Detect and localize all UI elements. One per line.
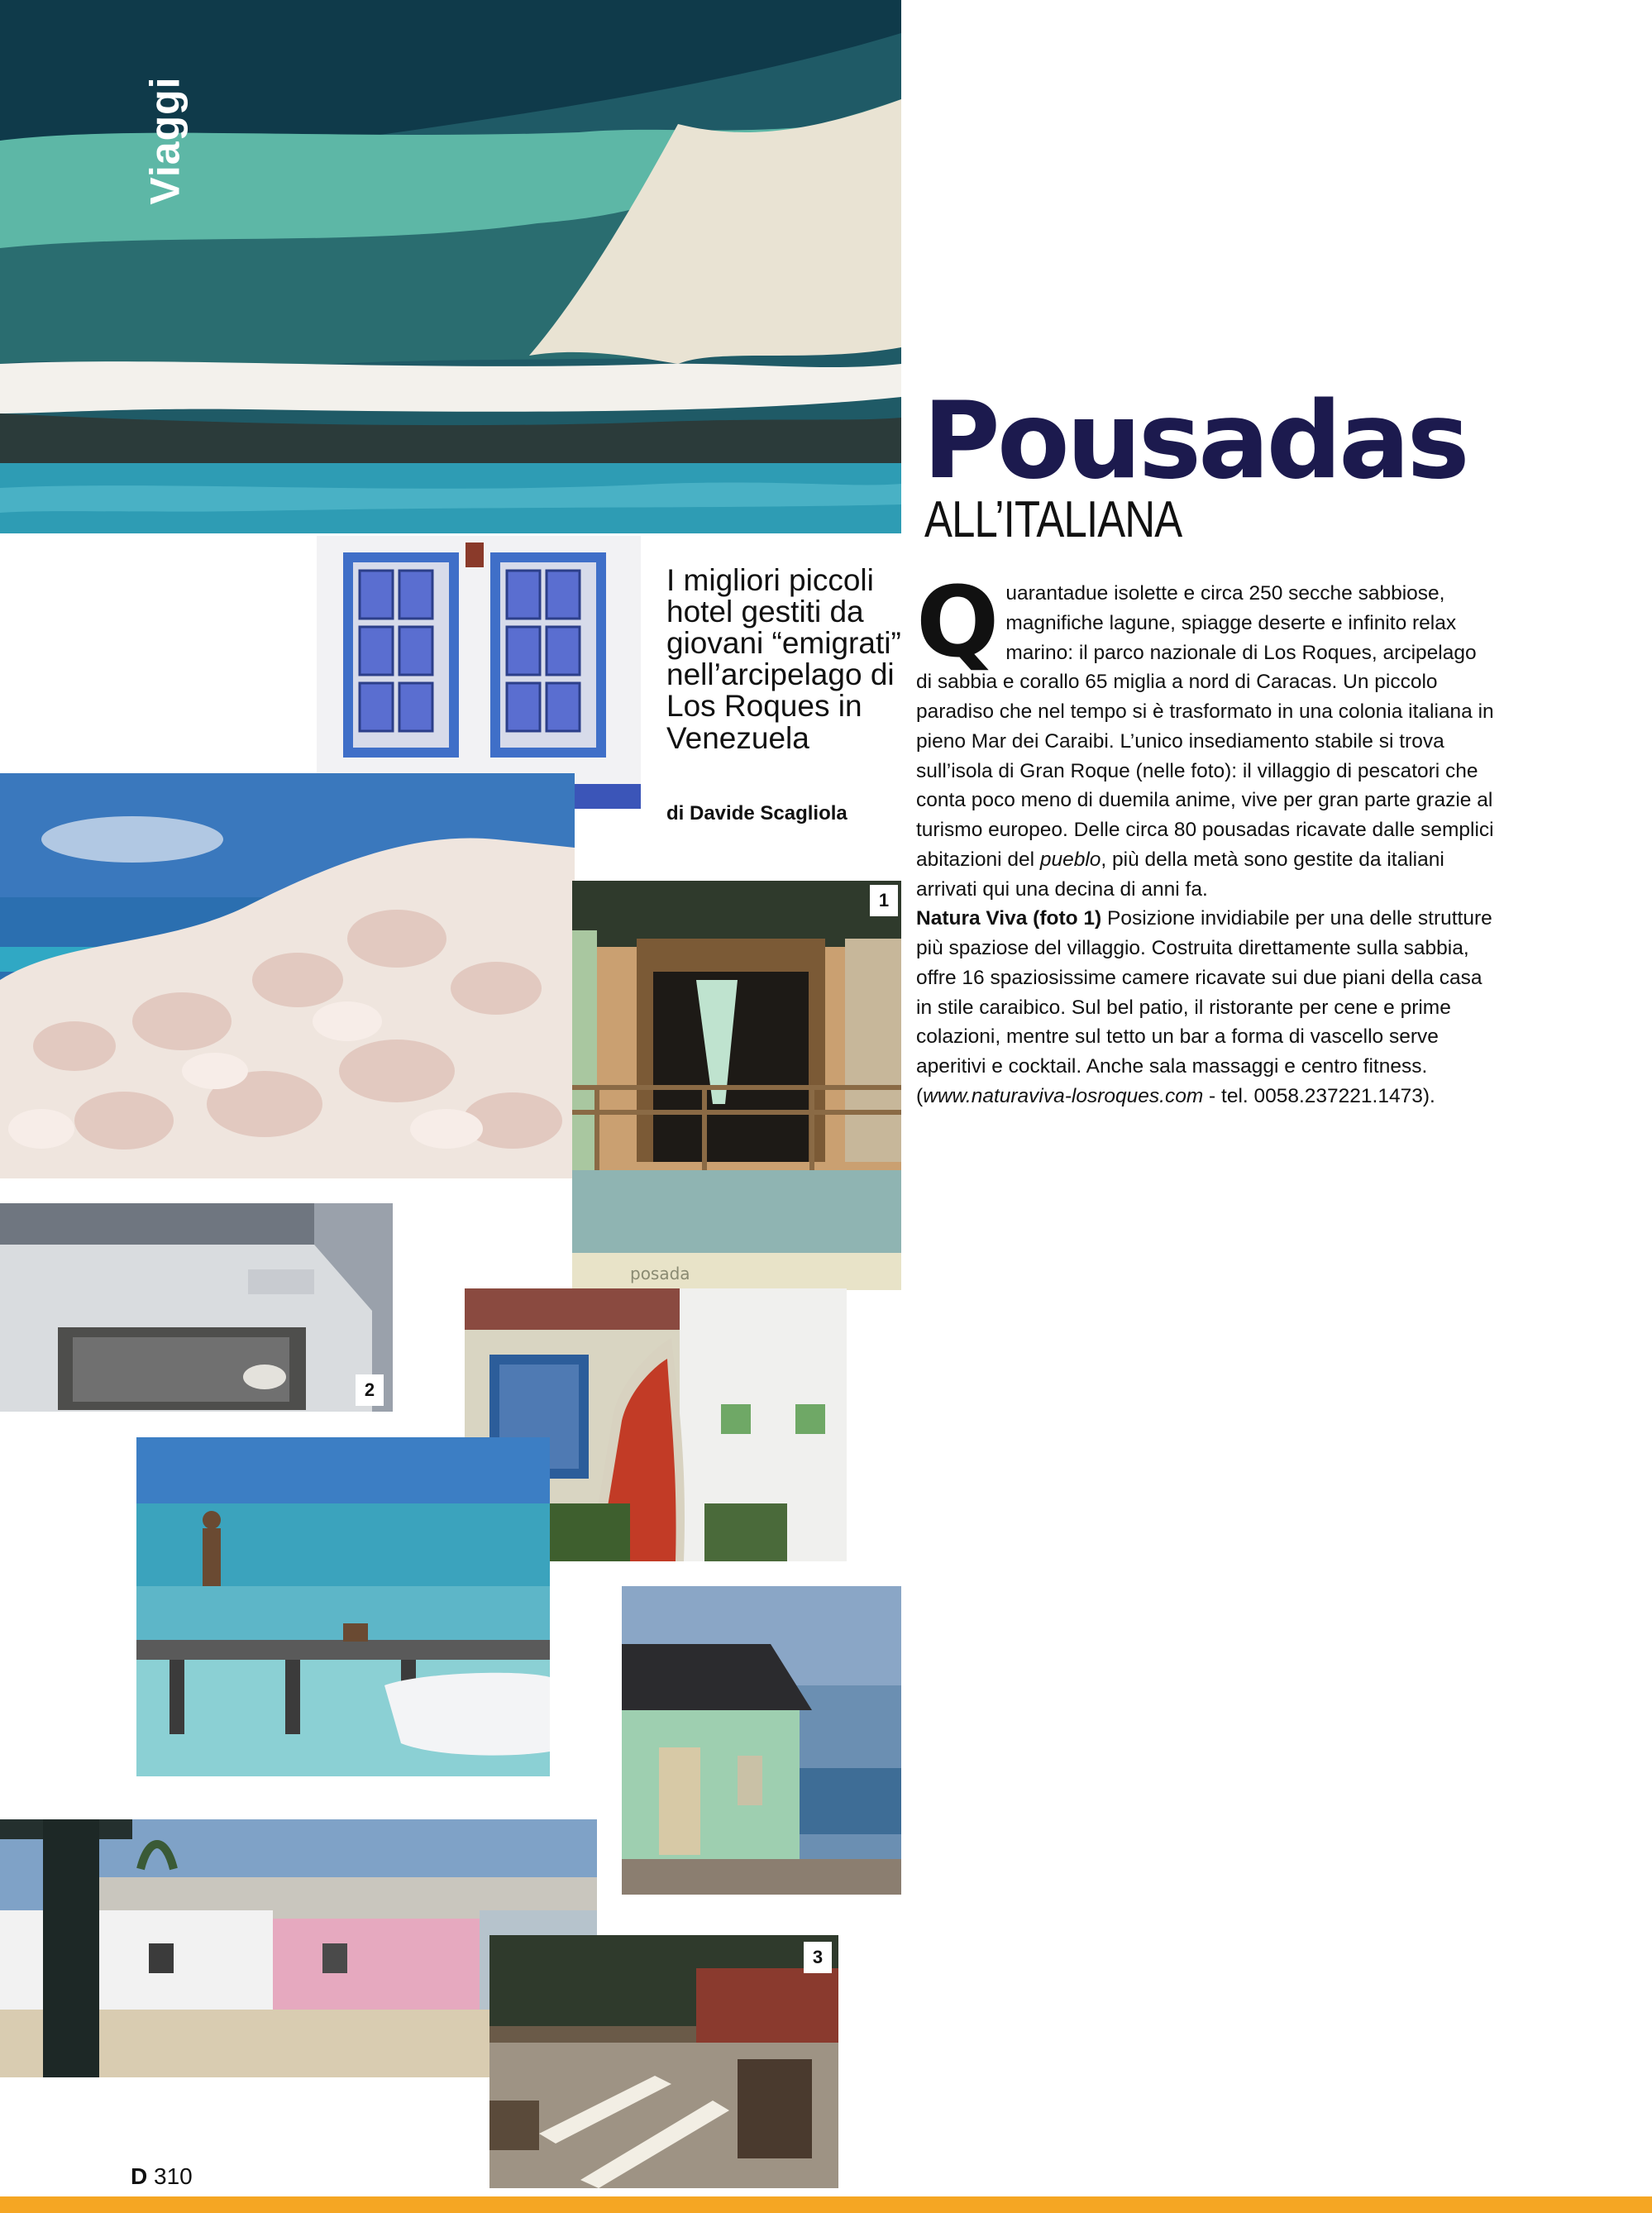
photo-number-1: 1 <box>870 885 898 916</box>
rooftop-photo <box>0 1203 393 1412</box>
section-tag: Viaggi <box>142 76 189 205</box>
beach-pier-photo <box>136 1437 550 1776</box>
hotel-name: Natura Viva (foto 1) <box>916 907 1102 930</box>
headline: Pousadas <box>923 380 1467 503</box>
photo-number-3: 3 <box>804 1942 832 1973</box>
byline: di Davide Scagliola <box>666 802 847 824</box>
hotel-url: www.naturaviva-losroques.com <box>923 1085 1204 1108</box>
photo-number-2: 2 <box>356 1374 384 1406</box>
bottom-accent-rule <box>0 2196 1652 2213</box>
standfirst: I migliori piccoli hotel gestiti da giovani “emigrati” nell’arcipelago di Los Roques in Venezuela <box>666 563 901 755</box>
article-body <box>916 565 1495 1111</box>
hotel-paragraph: Natura Viva (foto 1) Posizione invidiabile per una delle strutture più spaziose del villaggio. Costruita direttamente sulla sabbia, offre 16 spaziosissime camere ricavate sui due piani della casa in stile caraibico. Sul bel patio, il ristorante per cene e prime colazioni, mentre sul tetto un bar a forma di vascello serve aperitivi e cocktail. Anche sala massaggi e centro fitness. (www.naturaviva-losroques.com - tel. 0058.237221.1473). <box>916 907 1492 1108</box>
page-folio: D 310 <box>131 2163 193 2189</box>
green-house-photo <box>622 1586 901 1895</box>
dropcap: Q <box>916 565 1000 679</box>
natura-viva-photo <box>572 881 901 1290</box>
kicker: ALL’ITALIANA <box>924 491 1182 548</box>
conch-shells-photo <box>0 773 575 1178</box>
terrace-photo <box>489 1935 838 2188</box>
blue-windows-photo <box>317 536 641 809</box>
posada-sign: posada <box>630 1264 690 1283</box>
intro-paragraph: Quarantadue isolette e circa 250 secche sabbiose, magnifiche lagune, spiagge deserte e infinito relax marino: il parco nazionale di Los Roques, arcipelago di sabbia e corallo 65 miglia a nord di Caracas. Un piccolo paradiso che nel tempo si è trasformato in una colonia italiana in pieno Mar dei Caraibi. L’unico insediamento stabile si trova sull’isola di Gran Roque (nelle foto): il villaggio di pescatori che conta poco meno di duemila anime, vive per gran parte grazie al turismo europeo. Delle circa 80 pousadas ricavate dalle semplici abitazioni del pueblo, più della metà sono gestite da italiani arrivati qui una decina di anni fa. <box>916 565 1494 901</box>
